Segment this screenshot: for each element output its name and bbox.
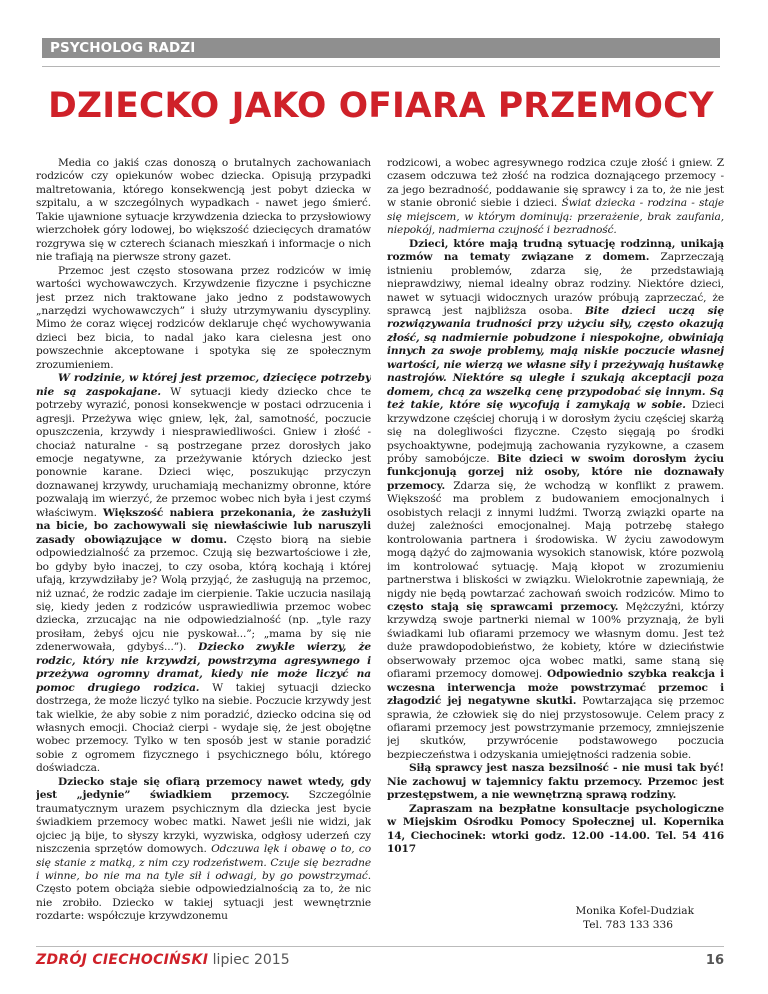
paragraph [387,157,724,238]
body-text: Mężczyźni, którzy krzywdzą swoje partnerki niemal w 100% przyznają, że byli świadkami lub ofiarami przemocy we własnym domu. Jest też duże prawdopodobieństwo, że kobiety, które w dzieciństwie obserwowały przemoc ojca wobec matki, same staną się ofiarami przemocy domowej. [387,600,724,681]
author-signature [387,905,714,932]
body-text: Dzieci krzywdzone częściej chorują i w dorosłym życiu częściej skarżą się na dolegliwości fizyczne. Często sięgają po środki psychoaktywne, podejmują zachowania ryzykowne, a czasem próby samobójcze. [387,399,724,465]
emphasis-text: Dziecko zwykle wierzy, że rodzic, który nie krzywdzi, powstrzyma agresywnego i przeżywa ogromny dramat, kiedy nie może liczyć na pomoc drugiego rodzica. [36,641,371,694]
body-text: Zdarza się, że wchodzą w konflikt z prawem. Większość ma problem z budowaniem emocjonalnych i osobistych relacji z innymi ludźmi. Tworzą związki oparte na dużej zależności emocjonalnej. Mają potrzebę stałego kontrolowania partnera i środowiska. W życiu zawodowym mogą dążyć do zajmowania wysokich stanowisk, które pozwolą im kontrolować sytuację. Mają kłopot w zrozumieniu partnerstwa i bliskości w związku. Wielokrotnie zapewniają, że nigdy nie będą powtarzać zachowań swoich rodziców. Mimo to [387,479,724,600]
bold-text: Większość nabiera przekonania, że zasłużyli na bicie, bo zachowywali się niewłaściwie lub naruszyli zasady obowiązujące w domu. [36,506,371,546]
publication-name: ZDRÓJ CIECHOCIŃSKI [36,952,209,968]
body-text: rodzicowi, a wobec agresywnego rodzica czuje złość i gniew. Z czasem odczuwa też złość na rodzica doznającego przemocy - za jego bezradność, poddawanie się sprawcy i za to, że nie jest w stanie obronić siebie i dzieci. [387,157,724,210]
paragraph [387,238,724,763]
body-text: Powtarzająca się przemoc sprawia, że człowiek się do niej przystosowuje. Celem pracy z ofiarami przemocy jest powstrzymanie przemocy, zmniejszenie jej skutków, przywrócenie podstawowego poczucia bezpieczeństwa i odzyskania umiejętności radzenia sobie. [387,695,724,761]
body-text: Często potem obciąża siebie odpowiedzialnością za to, że nic nie zrobiło. Dziecko w takiej sytuacji jest wewnętrznie rozdarte: współczuje krzywdzonemu [36,883,371,921]
paragraph: Przemoc jest często stosowana przez rodziców w imię wartości wychowawczych. Krzywdzenie fizyczne i psychiczne jest przez nich traktowane jako jedno z podstawowych „narzędzi wychowawczych” i służy utrzymywaniu dyscypliny. Mimo że coraz więcej rodziców deklaruje chęć wychowywania dzieci bez bicia, to nadal jako kara cielesna jest ono powszechnie akceptowane i spotyka się ze społecznym zrozumieniem. [36,264,371,371]
section-label: PSYCHOLOG RADZI [50,40,196,56]
author-name: Monika Kofel-Dudziak [575,905,694,917]
consultation-info: Zapraszam na bezpłatne konsultacje psychologiczne w Miejskim Ośrodku Pomocy Społecznej ul. Kopernika 14, Ciechocinek: wtorki godz. 12.00 -14.00. Tel. 54 416 1017 [387,802,724,856]
section-divider [42,66,720,67]
body-text: W takiej sytuacji dziecko dostrzega, że może liczyć tylko na siebie. Poczucie krzywdy jest tak wielkie, że aby sobie z nim poradzić, dziecko odcina się od własnych emocji. Chociaż cierpi - wydaje się, że jest obojętne wobec przemocy. Tylko w ten sposób jest w stanie poradzić sobie z ogromem fizycznego i psychicznego bólu, którego doświadcza. [36,681,371,775]
bold-text: Bite dzieci w swoim dorosłym życiu funkcjonują gorzej niż osoby, które nie doznawały przemocy. [387,452,724,492]
article-title: DZIECKO JAKO OFIARA PRZEMOCY [48,86,714,126]
paragraph [36,776,371,921]
page-number: 16 [705,953,724,968]
paragraph: Siłą sprawcy jest nasza bezsilność - nie musi tak być! Nie zachowuj w tajemnicy faktu przemocy. Przemoc jest przestępstwem, a nie wewnętrzną sprawą rodziny. [387,762,724,802]
publication-date: lipiec 2015 [212,952,290,968]
emphasis-text: Bite dzieci uczą się rozwiązywania trudności przy użyciu siły, często okazują złość, są nadmiernie pobudzone i niespokojne, obwiniają innych za swoje problemy, mają niskie poczucie własnej wartości, nie wierzą we własne siły i przeżywają huśtawkę nastrojów. Niektóre są uległe i szukają akceptacji poza domem, chcą za wszelką cenę przypodobać się innym. Są też takie, które się wycofują i zamykają w sobie. [387,304,724,412]
article-column-right [387,157,724,921]
footer-publication [36,952,290,968]
body-text: Często biorą na siebie odpowiedzialność za przemoc. Czują się bezwartościowe i złe, bo gdyby było inaczej, to czy osoba, którą kochają i której ufają, krzywdziłaby je? Wolą przyjąć, że zasługują na przemoc, niż uznać, że rodzic zadaje im cierpienie. Takie uczucia nasilają się, kiedy jeden z rodziców usprawiedliwia przemoc wobec dziecka, zrzucając na nie odpowiedzialność (np. „tyle razy prosiłam, żebyś ojcu nie pyskował...”; „mama by się nie zdenerwowała, gdybyś...”). [36,533,371,654]
emphasis-text: Świat dziecka - rodzina - staje się miejscem, w którym dominują: przerażenie, brak zaufania, niepokój, nadmierna czujność i bezradność. [387,197,724,237]
paragraph: Media co jakiś czas donoszą o brutalnych zachowaniach rodziców czy opiekunów wobec dziecka. Opisują przypadki maltretowania, którego konsekwencją jest pobyt dziecka w szpitalu, a w szczególnych wypadkach - nawet jego śmierć. Takie ujawnione sytuacje krzywdzenia dziecka to przysłowiowy wierzchołek góry lodowej, bo większość dziecięcych dramatów rozgrywa się w czterech ścianach mieszkań i informacje o nich nie trafiają na pierwsze strony gazet. [36,157,371,264]
body-text: W sytuacji kiedy dziecko chce te potrzeby wyrazić, ponosi konsekwencje w postaci odrzucenia i agresji. Przeżywa więc gniew, lęk, żal, samotność, poczucie opuszczenia, krzywdy i niesprawiedliwości. Gniew i złość - chociaż naturalne - są postrzegane przez dorosłych jako emocje negatywne, za przeżywanie których dziecko jest ponownie karane. Dzieci więc, poszukując przyczyn doznawanej krzywdy, uruchamiają mechanizmy obronne, które pozwalają im wierzyć, że przemoc wobec nich była i jest czymś właściwym. [36,385,371,519]
body-text: Szczególnie traumatycznym urazem psychicznym dla dziecka jest bycie świadkiem przemocy wobec matki. Nawet jeśli nie widzi, jak ojciec ją bije, to słyszy krzyki, wyzwiska, odgłosy uderzeń czy niszczenia sprzętów domowych. [36,789,371,856]
emphasis-text: Odczuwa lęk i obawę o to, co się stanie z matką, z nim czy rodzeństwem. Czuje się bezradne i winne, bo nie ma na tyle sił i odwagi, by go powstrzymać. [36,843,371,883]
bold-text: Dzieci, które mają trudną sytuację rodzinną, unikają rozmów na tematy związane z domem. [387,237,724,264]
section-header-bar [42,38,720,58]
bold-text: często stają się sprawcami przemocy. [387,600,619,613]
bold-text: Dziecko staje się ofiarą przemocy nawet wtedy, gdy jest „jedynie” świadkiem przemocy. [36,775,371,802]
emphasis-text: W rodzinie, w której jest przemoc, dziecięce potrzeby nie są zaspokajane. [36,372,371,398]
body-text: Zaprzeczają istnieniu problemów, zdarza się, że przedstawiają nieprawdziwy, niemal idealny obraz rodziny. Niektóre dzieci, nawet w sytuacji widocznych urazów próbują zaprzeczać, że sprawcą jest najbliższa osoba. [387,251,724,317]
bold-text: Odpowiednio szybka reakcja i wczesna interwencja może powstrzymać przemoc i złagodzić jej negatywne skutki. [387,668,724,708]
footer-divider [36,946,724,947]
paragraph [36,372,371,776]
article-column-left [36,157,371,921]
author-phone: Tel. 783 133 336 [582,918,673,931]
